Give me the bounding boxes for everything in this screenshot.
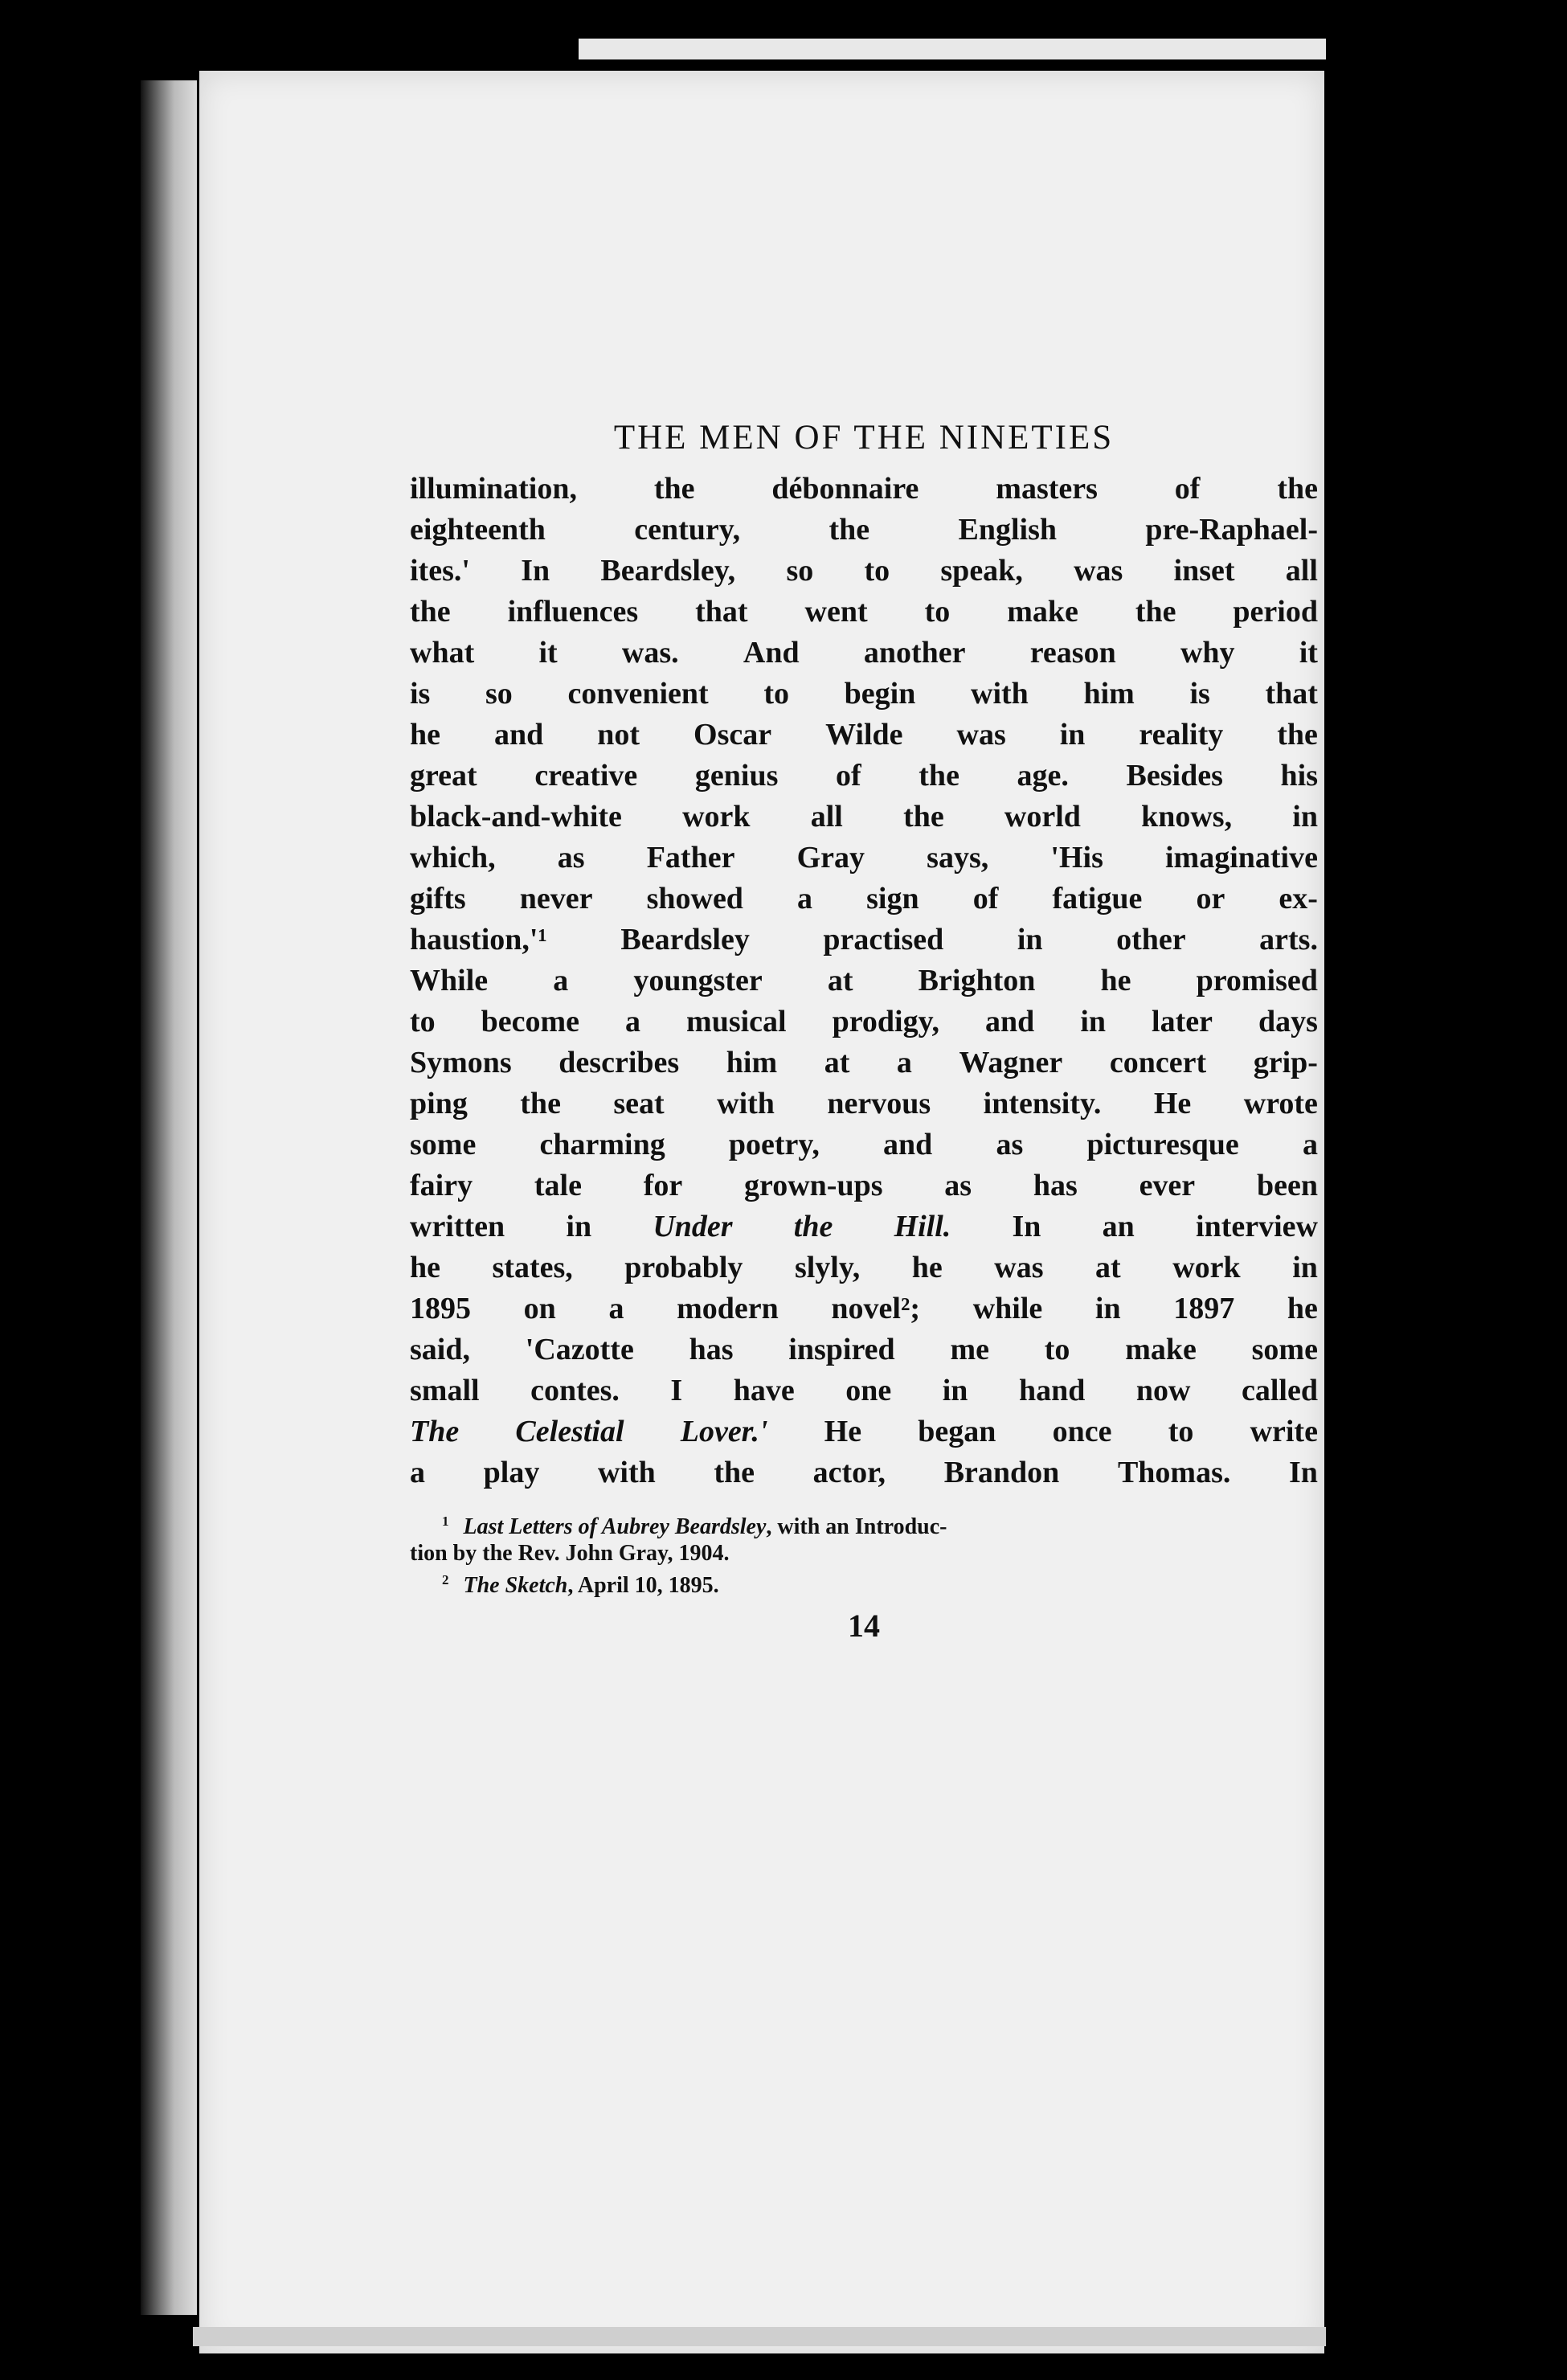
footnote-2 (410, 1567, 1318, 1599)
word: so (786, 554, 814, 588)
word: once (1052, 1415, 1112, 1448)
word: fatigue (1052, 882, 1143, 916)
footnote-1 (410, 1508, 1318, 1540)
text-line (410, 1206, 1318, 1247)
footnote-1-continuation: tion by the Rev. John Gray, 1904. (410, 1541, 730, 1566)
footnotes (410, 1508, 1318, 1599)
word: reason (1029, 636, 1116, 670)
word: great (410, 759, 477, 793)
word: concert (1109, 1046, 1207, 1079)
word: Wagner (959, 1046, 1063, 1079)
text-line (410, 797, 1318, 838)
word: a (608, 1292, 624, 1325)
word: débonnaire (771, 472, 919, 506)
word: actor, (812, 1456, 886, 1489)
word: Symons (410, 1046, 512, 1079)
word: eighteenth (410, 513, 546, 547)
word: in (1292, 800, 1318, 834)
word: seat (613, 1087, 665, 1120)
word: his (1280, 759, 1318, 793)
word: all (810, 800, 843, 834)
word: probably (624, 1251, 743, 1284)
word: what (410, 636, 475, 670)
word: went (804, 595, 868, 629)
word: charming (539, 1128, 665, 1161)
word: has (1033, 1169, 1078, 1202)
word: a (625, 1005, 641, 1038)
page-text (410, 418, 1318, 1645)
text-line (410, 469, 1318, 510)
word: to (864, 554, 890, 588)
word: one (845, 1374, 892, 1407)
word: tale (534, 1169, 582, 1202)
word: Father (646, 841, 735, 875)
word: the (520, 1087, 561, 1120)
word: in (942, 1374, 968, 1407)
word: Beardsley, (600, 554, 736, 588)
word: said, (410, 1333, 470, 1366)
word: the (653, 472, 695, 506)
word: fairy (410, 1169, 473, 1202)
word: to (1168, 1415, 1194, 1448)
word: of (836, 759, 861, 793)
word: write (1250, 1415, 1318, 1448)
word: with (717, 1087, 775, 1120)
word: Gray (796, 841, 865, 875)
word: says, (927, 841, 989, 875)
body-text (410, 469, 1318, 1493)
page-bottom-edge (193, 2327, 1326, 2346)
text-line (410, 1002, 1318, 1043)
word: become (481, 1005, 580, 1038)
text-line (410, 1043, 1318, 1083)
text-line (410, 1452, 1318, 1493)
word: 1897 (1173, 1292, 1235, 1325)
text-line (410, 1165, 1318, 1206)
word: it (1299, 636, 1318, 670)
word: other (1116, 923, 1186, 957)
word: modern (677, 1292, 779, 1325)
word: 'Cazotte (525, 1333, 634, 1366)
word: that (1265, 677, 1318, 711)
word: to (924, 595, 951, 629)
word: In (1012, 1210, 1041, 1243)
word: creative (534, 759, 638, 793)
word: states, (492, 1251, 573, 1284)
word: and (985, 1005, 1035, 1038)
word: describes (558, 1046, 680, 1079)
word: that (695, 595, 748, 629)
word: he (911, 1251, 943, 1284)
word: at (1095, 1251, 1121, 1284)
text-line (410, 592, 1318, 633)
word: Brandon (943, 1456, 1060, 1489)
word: the (1135, 595, 1176, 629)
word: inspired (788, 1333, 895, 1366)
word: wrote (1243, 1087, 1318, 1120)
word: Wilde (825, 718, 903, 752)
word: reality (1139, 718, 1224, 752)
word: he (1287, 1292, 1318, 1325)
running-head: THE MEN OF THE NINETIES (613, 419, 1115, 457)
word: some (1251, 1333, 1318, 1366)
word: the (829, 513, 870, 547)
word: me (950, 1333, 989, 1366)
word: Lover.' (680, 1415, 768, 1448)
word: In (521, 554, 550, 588)
word: ever (1139, 1169, 1196, 1202)
word: imaginative (1165, 841, 1318, 875)
footnote-marker: 1 (442, 1514, 449, 1529)
footnote-text: , with an Introduc- (766, 1514, 947, 1539)
word: for (643, 1169, 683, 1202)
word: as (944, 1169, 972, 1202)
word: period (1233, 595, 1318, 629)
word: make (1125, 1333, 1197, 1366)
word: interview (1196, 1210, 1318, 1243)
word: 1895 (410, 1292, 471, 1325)
word: hand (1018, 1374, 1086, 1407)
word: Oscar (693, 718, 772, 752)
word: is (410, 677, 431, 711)
word: he (1100, 964, 1131, 997)
word: grown-ups (744, 1169, 883, 1202)
word: knows, (1141, 800, 1233, 834)
word: speak, (940, 554, 1023, 588)
word: with (971, 677, 1029, 711)
word: a (553, 964, 569, 997)
word: in (1017, 923, 1043, 957)
word: have (733, 1374, 795, 1407)
word: of (972, 882, 999, 916)
word: he (410, 1251, 440, 1284)
word: ping (410, 1087, 468, 1120)
word: small (410, 1374, 480, 1407)
word: not (597, 718, 640, 752)
word: sign (866, 882, 919, 916)
word: in (1059, 718, 1086, 752)
word: Celestial (515, 1415, 624, 1448)
text-line (410, 1329, 1318, 1370)
word: age. (1017, 759, 1069, 793)
word: Brighton (918, 964, 1036, 997)
text-line (410, 633, 1318, 674)
word: and (883, 1128, 933, 1161)
word: The (410, 1415, 460, 1448)
word: practised (823, 923, 944, 957)
word: showed (646, 882, 743, 916)
word: in (566, 1210, 592, 1243)
footnote-text: , April 10, 1895. (567, 1573, 719, 1598)
word: a (797, 882, 813, 916)
word: the (1277, 472, 1318, 506)
word: a (896, 1046, 912, 1079)
word: inset (1173, 554, 1235, 588)
word: the (410, 595, 451, 629)
word: another (863, 636, 966, 670)
word: called (1241, 1374, 1318, 1407)
word: ex- (1279, 882, 1318, 916)
word: work (682, 800, 751, 834)
text-line (410, 1247, 1318, 1288)
word: been (1256, 1169, 1318, 1202)
word: illumination, (410, 472, 577, 506)
word: all (1285, 554, 1318, 588)
word: began (918, 1415, 996, 1448)
word: him (1083, 677, 1135, 711)
footnote-title: Last Letters of Aubrey Beardsley (463, 1514, 767, 1539)
word: musical (686, 1005, 787, 1038)
word: was (1074, 554, 1123, 588)
word: the (903, 800, 944, 834)
word: on (523, 1292, 556, 1325)
word: pre-Raphael- (1145, 513, 1318, 547)
text-line (410, 961, 1318, 1002)
word: masters (996, 472, 1098, 506)
word: English (958, 513, 1058, 547)
text-line (410, 879, 1318, 920)
footnote-title: The Sketch (463, 1573, 568, 1598)
word: it (538, 636, 558, 670)
word: arts. (1259, 923, 1318, 957)
word: slyly, (794, 1251, 861, 1284)
word: work (1172, 1251, 1241, 1284)
text-line (410, 715, 1318, 756)
word: Besides (1126, 759, 1223, 793)
word: century, (634, 513, 741, 547)
word: of (1174, 472, 1201, 506)
word: world (1004, 800, 1081, 834)
word: In (1288, 1456, 1318, 1489)
word: 'His (1050, 841, 1103, 875)
word: to (763, 677, 789, 711)
word: in (1292, 1251, 1318, 1284)
text-line (410, 1288, 1318, 1329)
word: in (1094, 1292, 1121, 1325)
text-line (410, 510, 1318, 551)
word: to (410, 1005, 436, 1038)
word: While (410, 964, 489, 997)
text-line (410, 1411, 1318, 1452)
page-left-edge (141, 80, 197, 2315)
word: never (519, 882, 593, 916)
word: at (824, 1046, 850, 1079)
word: convenient (567, 677, 709, 711)
word: influences (507, 595, 639, 629)
word: later (1152, 1005, 1213, 1038)
word: begin (844, 677, 916, 711)
word: He (1153, 1087, 1192, 1120)
word: why (1180, 636, 1235, 670)
word: days (1258, 1005, 1318, 1038)
page-top-edge (579, 39, 1326, 59)
footnote-marker: 2 (442, 1572, 449, 1587)
word: the (714, 1456, 755, 1489)
word: Hill. (894, 1210, 951, 1243)
word: to (1044, 1333, 1070, 1366)
word: the (793, 1210, 833, 1243)
text-line (410, 920, 1318, 961)
text-line (410, 838, 1318, 879)
word: is (1189, 677, 1210, 711)
word: gifts (410, 882, 466, 916)
word: as (996, 1128, 1024, 1161)
word: intensity. (983, 1087, 1102, 1120)
word: make (1007, 595, 1078, 629)
word: some (410, 1128, 477, 1161)
word: I (670, 1374, 683, 1407)
word: nervous (827, 1087, 931, 1120)
word: with (597, 1456, 656, 1489)
word: was. (621, 636, 679, 670)
word: as (557, 841, 585, 875)
word: And (743, 636, 800, 670)
word: prodigy, (832, 1005, 940, 1038)
word: he (410, 718, 440, 752)
word: play (483, 1456, 540, 1489)
word: poetry, (728, 1128, 820, 1161)
word: promised (1196, 964, 1318, 997)
word: him (726, 1046, 778, 1079)
word: Thomas. (1117, 1456, 1231, 1489)
word: picturesque (1086, 1128, 1239, 1161)
word: was (994, 1251, 1044, 1284)
word: novel²; (831, 1292, 921, 1325)
word: while (972, 1292, 1043, 1325)
word: a (1303, 1128, 1318, 1161)
word: in (1080, 1005, 1107, 1038)
word: has (689, 1333, 734, 1366)
word: the (1277, 718, 1318, 752)
text-line (410, 756, 1318, 797)
word: which, (410, 841, 496, 875)
word: a (410, 1456, 425, 1489)
page-number: 14 (848, 1608, 880, 1644)
word: or (1196, 882, 1225, 916)
word: an (1102, 1210, 1135, 1243)
word: so (485, 677, 513, 711)
word: at (827, 964, 853, 997)
word: ites.' (410, 554, 470, 588)
word: genius (694, 759, 779, 793)
word: youngster (633, 964, 763, 997)
word: He (824, 1415, 862, 1448)
word: Under (653, 1210, 733, 1243)
word: Beardsley (620, 923, 750, 957)
word: haustion,'¹ (410, 923, 547, 957)
word: written (410, 1210, 505, 1243)
text-line (410, 1370, 1318, 1411)
word: now (1135, 1374, 1191, 1407)
text-line (410, 551, 1318, 592)
word: contes. (530, 1374, 620, 1407)
word: black-and-white (410, 800, 622, 834)
word: the (919, 759, 959, 793)
word: was (956, 718, 1006, 752)
word: grip- (1253, 1046, 1318, 1079)
text-line (410, 1124, 1318, 1165)
text-line (410, 1083, 1318, 1124)
word: and (493, 718, 544, 752)
text-line (410, 674, 1318, 715)
